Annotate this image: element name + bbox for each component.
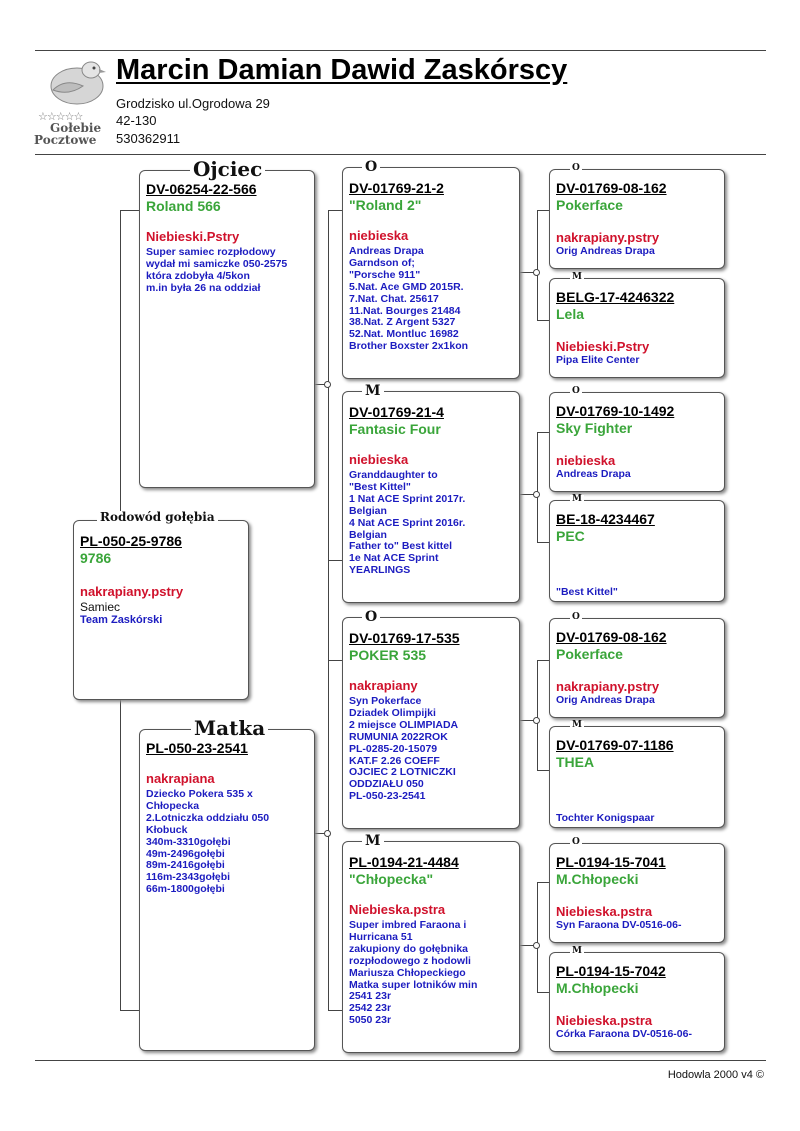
connector xyxy=(120,210,121,515)
ggp-card[interactable] xyxy=(549,278,725,378)
ggp-desc: Orig Andreas Drapa xyxy=(556,245,655,257)
connector xyxy=(537,432,538,542)
father-desc: Super samiec rozpłodowy wydał mi samiczke 050-2575 która zdobyła 4/5kon m.in była 26 na oddział xyxy=(146,246,288,294)
address-line-1: Grodzisko ul.Ogrodowa 29 xyxy=(116,96,270,111)
ggp-card[interactable] xyxy=(549,618,725,718)
ggp-desc: Andreas Drapa xyxy=(556,468,631,480)
mf-color: nakrapiany xyxy=(349,678,418,693)
fm-desc: Granddaughter to "Best Kittel" 1 Nat ACE Sprint 2017r. Belgian 4 Nat ACE Sprint 2016r. Belgian Father to" Best kittel 1e Nat ACE Sprint YEARLINGS xyxy=(349,469,466,577)
ggp-ring: DV-01769-10-1492 xyxy=(556,403,675,419)
ggp-label: O xyxy=(572,163,580,173)
ggp-desc: Córka Faraona DV-0516-06- xyxy=(556,1028,692,1040)
ggp-ring: DV-01769-07-1186 xyxy=(556,737,674,753)
ggp-label: M xyxy=(572,272,582,282)
ggp-label: M xyxy=(572,946,582,956)
subject-ring: PL-050-25-9786 xyxy=(80,533,182,549)
ggp-name: Sky Fighter xyxy=(556,420,633,436)
connector xyxy=(328,660,342,661)
connector-dot xyxy=(324,381,331,388)
mm-desc: Super imbred Faraona i Hurricana 51 zakupiony do gołębnika rozpłodowego z hodowli Mariusza Chłopeckiego Matka super lotników min 2541 23r 2542 23r 5050 23r xyxy=(349,919,478,1027)
ggp-card[interactable] xyxy=(549,726,725,828)
breeder-name: Marcin Damian Dawid Zaskórscy xyxy=(116,54,568,86)
connector-dot xyxy=(533,717,540,724)
mother-label: Matka xyxy=(191,718,268,738)
ggp-card[interactable] xyxy=(549,392,725,492)
subject-name: 9786 xyxy=(80,550,112,566)
ggp-name: M.Chłopecki xyxy=(556,871,639,887)
ggp-name: Pokerface xyxy=(556,646,623,662)
subject-owner: Team Zaskórski xyxy=(80,614,163,626)
ggp-color xyxy=(556,561,718,577)
father-card[interactable] xyxy=(139,170,315,488)
ggp-ring: DV-01769-08-162 xyxy=(556,629,667,645)
connector xyxy=(328,560,342,561)
mm-ring: PL-0194-21-4484 xyxy=(349,854,459,870)
ggp-color: niebieska xyxy=(556,453,616,468)
ggp-name: Lela xyxy=(556,306,585,322)
address-line-2: 42-130 xyxy=(116,113,157,128)
connector-dot xyxy=(324,830,331,837)
ggp-color: Niebieski.Pstry xyxy=(556,339,650,354)
father-name: Roland 566 xyxy=(146,198,221,214)
fm-label: M xyxy=(362,384,384,398)
ggp-card[interactable] xyxy=(549,952,725,1052)
connector xyxy=(328,210,342,211)
connector xyxy=(537,770,549,771)
ggp-desc: Orig Andreas Drapa xyxy=(556,694,655,706)
ggp-label: O xyxy=(572,612,580,622)
ggp-label: M xyxy=(572,720,582,730)
mm-card[interactable] xyxy=(342,841,520,1053)
ggp-label: O xyxy=(572,837,580,847)
connector xyxy=(537,660,538,770)
connector xyxy=(537,210,549,211)
connector xyxy=(537,210,538,320)
father-ring: DV-06254-22-566 xyxy=(146,181,257,197)
ggp-name: M.Chłopecki xyxy=(556,980,639,996)
ggp-ring: DV-01769-08-162 xyxy=(556,180,667,196)
fm-ring: DV-01769-21-4 xyxy=(349,404,444,420)
ff-label: O xyxy=(362,160,380,174)
ggp-color xyxy=(556,787,718,803)
ggp-name: THEA xyxy=(556,754,595,770)
mf-card[interactable] xyxy=(342,617,520,829)
subject-label: Rodowód gołębia xyxy=(97,511,218,523)
ggp-name: PEC xyxy=(556,528,585,544)
fm-color: niebieska xyxy=(349,452,409,467)
mf-desc: Syn Pokerface Dziadek Olimpijki 2 miejsce OLIMPIADA RUMUNIA 2022ROK PL-0285-20-15079 KAT.F 2.26 COEFF OJCIEC 2 LOTNICZKI ODDZIAŁU 050 PL-050-23-2541 xyxy=(349,695,459,803)
ff-card[interactable] xyxy=(342,167,520,379)
ff-ring: DV-01769-21-2 xyxy=(349,180,444,196)
mother-color: nakrapiana xyxy=(146,771,215,786)
connector xyxy=(537,660,549,661)
mf-name: POKER 535 xyxy=(349,647,427,663)
ggp-ring: BELG-17-4246322 xyxy=(556,289,675,305)
fm-card[interactable] xyxy=(342,391,520,603)
ggp-name: Pokerface xyxy=(556,197,623,213)
father-color: Niebieski.Pstry xyxy=(146,229,240,244)
ggp-desc: "Best Kittel" xyxy=(556,586,618,598)
ff-desc: Andreas Drapa Garndson of; "Porsche 911" 5.Nat. Ace GMD 2015R. 7.Nat. Chat. 25617 11.Nat. Bourges 21484 38.Nat. Z Argent 5327 52.Nat. Montluc 16982 Brother Boxster 2x1kon xyxy=(349,245,469,353)
connector xyxy=(537,882,538,992)
footer-rule xyxy=(35,1060,766,1061)
ggp-desc: Pipa Elite Center xyxy=(556,354,640,366)
phone: 530362911 xyxy=(116,131,181,146)
pigeon-logo-icon xyxy=(39,56,109,108)
connector xyxy=(537,320,549,321)
ggp-card[interactable] xyxy=(549,169,725,269)
ggp-label: O xyxy=(572,386,580,396)
mother-desc: Dziecko Pokera 535 x Chłopecka 2.Lotniczka oddziału 050 Kłobuck 340m-3310gołębi 49m-2496gołębi 89m-2416gołębi 116m-2343gołębi 66m-1800gołębi xyxy=(146,788,270,896)
ggp-color: nakrapiany.pstry xyxy=(556,230,660,245)
subject-sex: Samiec xyxy=(80,600,121,614)
ggp-desc: Syn Faraona DV-0516-06- xyxy=(556,919,682,931)
subject-card[interactable] xyxy=(73,520,249,700)
connector xyxy=(328,1010,342,1011)
logo-word-1: Gołebie xyxy=(50,121,102,135)
connector xyxy=(537,992,549,993)
ff-name: "Roland 2" xyxy=(349,197,422,213)
mm-name: "Chłopecka" xyxy=(349,871,434,887)
fm-name: Fantasic Four xyxy=(349,421,441,437)
subject-color: nakrapiany.pstry xyxy=(80,584,184,599)
mf-ring: DV-01769-17-535 xyxy=(349,630,460,646)
ggp-desc: Tochter Konigspaar xyxy=(556,812,655,824)
logo xyxy=(34,56,110,148)
father-label: Ojciec xyxy=(190,159,265,179)
ggp-color: nakrapiany.pstry xyxy=(556,679,660,694)
ggp-color: Niebieska.pstra xyxy=(556,1013,653,1028)
mother-ring: PL-050-23-2541 xyxy=(146,740,248,756)
connector xyxy=(537,432,549,433)
connector-dot xyxy=(533,942,540,949)
ggp-color: Niebieska.pstra xyxy=(556,904,653,919)
ggp-card[interactable] xyxy=(549,500,725,602)
connector xyxy=(537,542,549,543)
connector xyxy=(120,700,121,1010)
mf-label: O xyxy=(362,610,380,624)
connector xyxy=(537,882,549,883)
ggp-ring: PL-0194-15-7041 xyxy=(556,854,666,870)
connector-dot xyxy=(533,491,540,498)
ggp-ring: PL-0194-15-7042 xyxy=(556,963,666,979)
mm-color: Niebieska.pstra xyxy=(349,902,446,917)
connector xyxy=(120,210,140,211)
ggp-card[interactable] xyxy=(549,843,725,943)
mm-label: M xyxy=(362,834,384,848)
connector-dot xyxy=(533,269,540,276)
top-rule xyxy=(35,50,766,51)
header-rule xyxy=(35,154,766,155)
ff-color: niebieska xyxy=(349,228,409,243)
ggp-ring: BE-18-4234467 xyxy=(556,511,655,527)
connector xyxy=(120,1010,140,1011)
ggp-label: M xyxy=(572,494,582,504)
logo-word-2: Pocztowe xyxy=(34,133,97,147)
logo-stars: ☆☆☆☆☆ xyxy=(38,111,83,123)
footer-text: Hodowla 2000 v4 © xyxy=(667,1069,764,1081)
mother-card[interactable] xyxy=(139,729,315,1051)
